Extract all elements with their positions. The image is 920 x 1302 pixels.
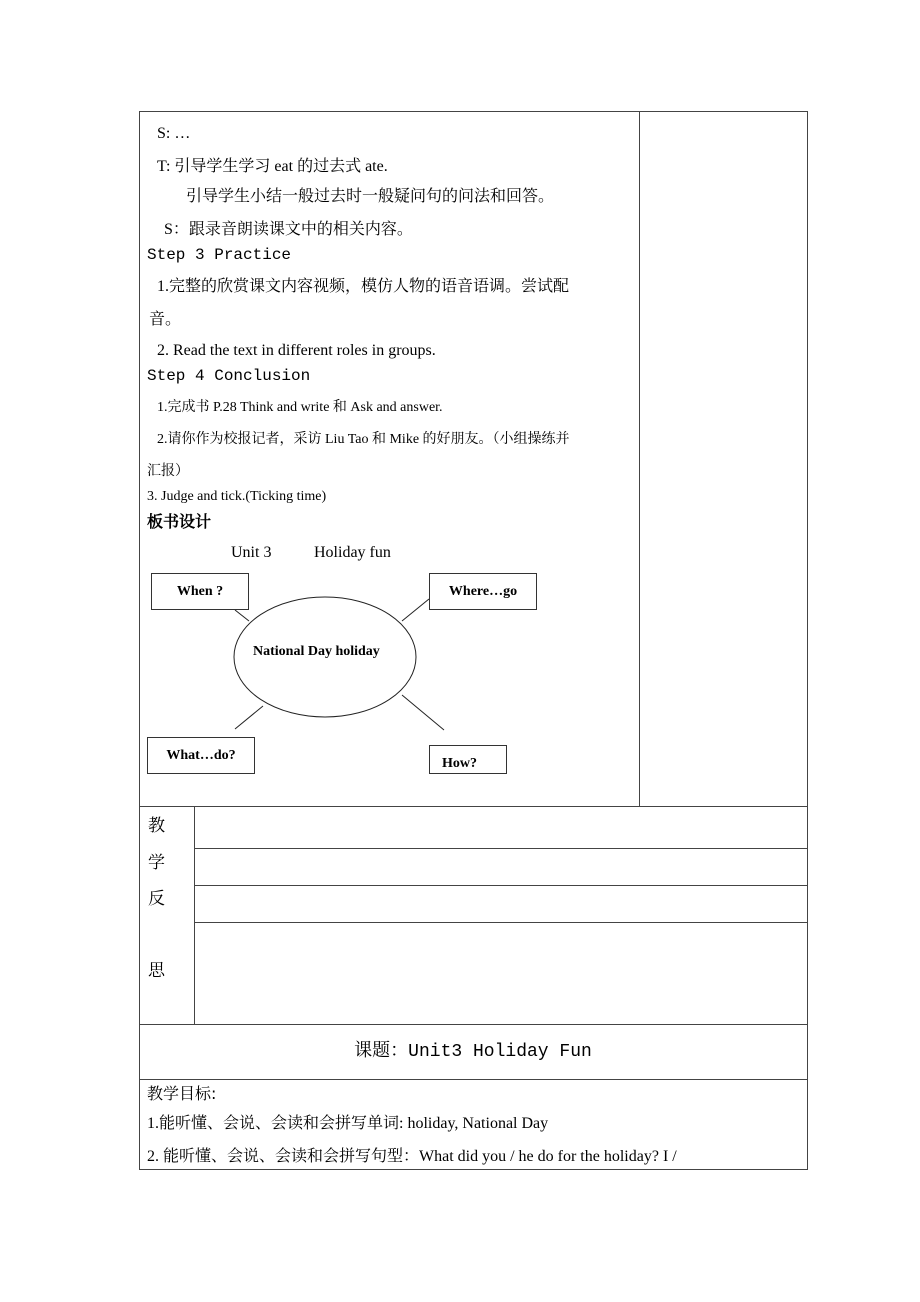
step4-heading: Step 4 Conclusion [147, 367, 311, 385]
dialogue-line: S：跟录音朗读课文中的相关内容。 [164, 221, 413, 238]
step3-item2: 2. Read the text in different roles in groups. [157, 342, 436, 359]
step3-heading: Step 3 Practice [147, 246, 292, 264]
step4-item2-cont: 汇报） [147, 464, 189, 479]
reflection-label-char: 反 [148, 889, 165, 908]
center-node: National Day holiday [253, 644, 380, 659]
objective-1: 1.能听懂、会说、会读和会拼写单词: holiday, National Day [147, 1115, 549, 1132]
node-when: When ? [151, 573, 249, 610]
board-design-heading: 板书设计 [147, 512, 212, 531]
step4-item2: 2.请你作为校报记者，采访 Liu Tao 和 Mike 的好朋友。（小组操练并 [157, 432, 570, 447]
reflection-label-char: 思 [148, 961, 165, 980]
objectives-heading: 教学目标: [147, 1084, 217, 1103]
objective-2: 2. 能听懂、会说、会读和会拼写句型：What did you / he do for the holiday? I / [147, 1148, 677, 1165]
board-unit: Unit 3 [231, 544, 272, 561]
step3-item1: 1.完整的欣赏课文内容视频，模仿人物的语音语调。尝试配 [157, 278, 570, 295]
dialogue-line: 引导学生小结一般过去时一般疑问句的问法和回答。 [186, 188, 555, 205]
reflection-label-char: 学 [148, 853, 165, 872]
lesson-title: 课题：Unit3 Holiday Fun [354, 1042, 592, 1062]
step4-item1: 1.完成书 P.28 Think and write 和 Ask and answer. [157, 400, 443, 415]
node-how: How? [429, 745, 507, 774]
step4-item3: 3. Judge and tick.(Ticking time) [147, 489, 327, 504]
step3-item1-cont: 音。 [149, 311, 182, 328]
dialogue-line: T: 引导学生学习 eat 的过去式 ate. [157, 158, 388, 175]
board-topic: Holiday fun [314, 544, 391, 561]
node-where: Where…go [429, 573, 537, 610]
dialogue-line: S: … [157, 125, 191, 142]
reflection-label-char: 教 [148, 816, 165, 835]
node-what: What…do? [147, 737, 255, 774]
